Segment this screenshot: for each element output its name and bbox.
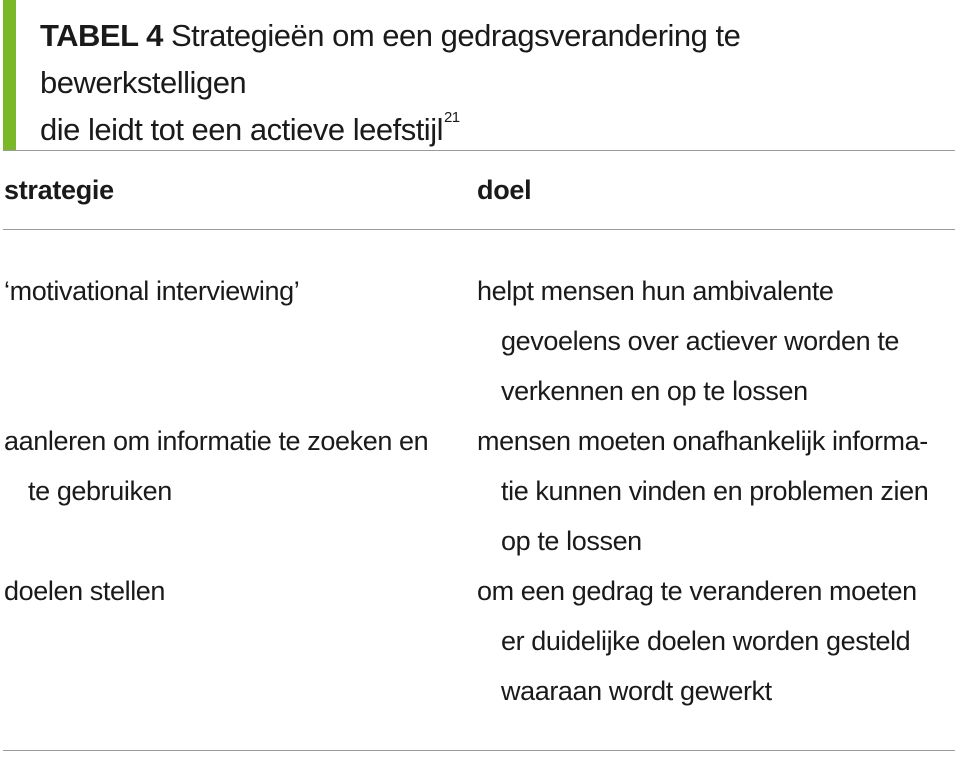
header-goal: doel [477, 175, 532, 205]
cell-strategy [4, 266, 488, 316]
table-title-line2: die leidt tot een actieve leefstijl [40, 112, 443, 147]
cell-line: op te lossen [501, 526, 642, 556]
cell-line: mensen moeten onafhankelijk informa- [477, 426, 928, 456]
table-header-row [0, 166, 959, 214]
reference-number: 21 [443, 109, 460, 126]
header-strategy: strategie [4, 175, 114, 205]
cell-line: om een gedrag te veranderen moeten [477, 576, 917, 606]
cell-line: te gebruiken [28, 476, 172, 506]
table-label: TABEL 4 [40, 18, 163, 53]
cell-goal [477, 416, 959, 566]
cell-goal [477, 266, 959, 416]
cell-line: verkennen en op te lossen [501, 376, 808, 406]
table-row [0, 566, 959, 716]
cell-line: doelen stellen [4, 576, 166, 606]
cell-line: waaraan wordt gewerkt [501, 676, 772, 706]
cell-strategy [4, 566, 488, 616]
table-title-line1: Strategieën om een gedragsverandering te bewerkstelligen [40, 18, 741, 100]
cell-line: helpt mensen hun ambivalente [477, 276, 834, 306]
cell-line: tie kunnen vinden en problemen zien [501, 476, 929, 506]
table-top-rule [3, 150, 955, 151]
cell-line: er duidelijke doelen worden gesteld [501, 626, 911, 656]
table-row [0, 416, 959, 566]
table-row [0, 266, 959, 416]
cell-strategy [4, 416, 488, 516]
table-bottom-rule [3, 750, 955, 751]
table-body [0, 266, 959, 716]
cell-line: gevoelens over actiever worden te [501, 326, 900, 356]
cell-line: aanleren om informatie te zoeken en [4, 426, 429, 456]
table-header-rule [3, 229, 955, 230]
cell-line: ‘motivational interviewing’ [4, 276, 300, 306]
table-caption-block [0, 0, 959, 150]
caption-accent-bar [3, 0, 16, 150]
cell-goal [477, 566, 959, 716]
table-caption [40, 12, 950, 153]
